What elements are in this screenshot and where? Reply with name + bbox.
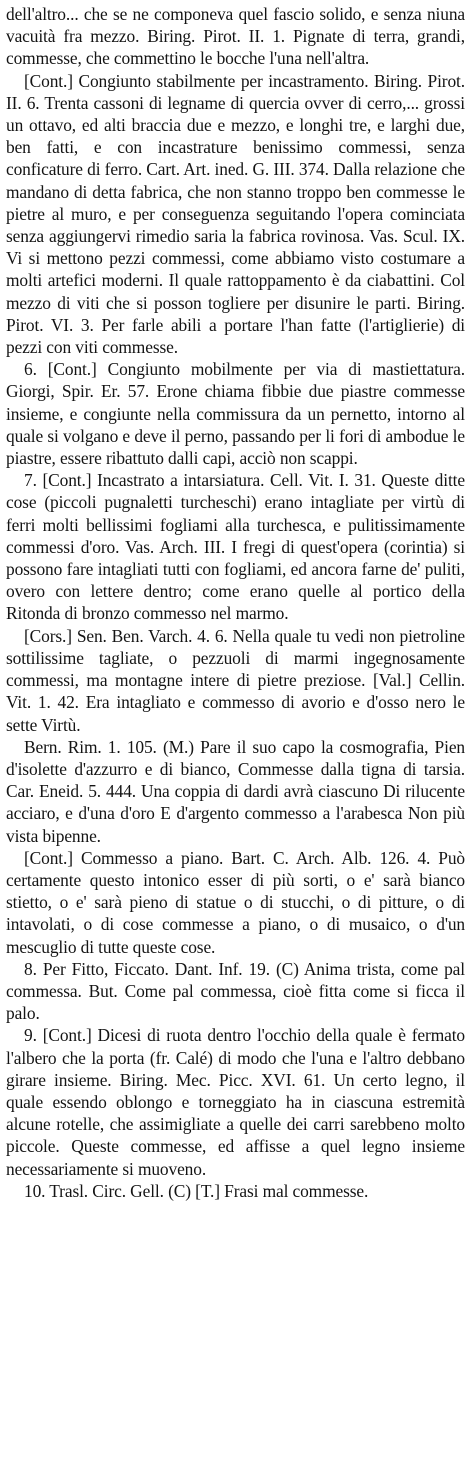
paragraph-commesso-a-piano: [Cont.] Commesso a piano. Bart. C. Arch. Alb. 126. 4. Può certamente questo intonico esser di più sorti, o e' sarà bianco stietto, o e' sarà pieno di statue o di stucchi, o di pitture, o di intavolati, o di cose commesse a piano, o di musaico, o d'un mescuglio di tutte queste cose. xyxy=(6,847,465,957)
paragraph-continuation: dell'altro... che se ne componeva quel fascio solido, e senza niuna vacuità fra mezzo. Biring. Pirot. II. 1. Pignate di terra, grandi, commesse, che commettino le bocche l'una nell'altra. xyxy=(6,4,465,69)
paragraph-cors: [Cors.] Sen. Ben. Varch. 4. 6. Nella quale tu vedi non pietroline sottilissime tagliate, o pezzuoli di marmi ingegnosamente commessi, ma montagne intere di pietre preziose. [Val.] Cellin. Vit. 1. 42. Era intagliato e commesso di avorio e d'osso nero le sette Virtù. xyxy=(6,625,465,735)
paragraph-sense-10: 10. Trasl. Circ. Gell. (C) [T.] Frasi mal commesse. xyxy=(24,1180,369,1201)
paragraph-sense-6: 6. [Cont.] Congiunto mobilmente per via di mastiettatura. Giorgi, Spir. Er. 57. Erone chiama fibbie due piastre commesse insieme, e congiunte nella commissura da un pernetto, intorno al quale si volgano e deve il perno, passando per li fori di ambodue le piastre, essere ribattuto dalli capi, acciò non scappi. xyxy=(6,359,465,469)
paragraph-sense-8: 8. Per Fitto, Ficcato. Dant. Inf. 19. (C) Anima trista, come pal commessa. But. Come pal commessa, cioè fitta come si ficca il palo. xyxy=(6,958,465,1024)
paragraph-sense-9: 9. [Cont.] Dicesi di ruota dentro l'occhio della quale è fermato l'albero che la porta (fr. Calé) di modo che l'una e l'altro debbano girare insieme. Biring. Mec. Picc. XVI. 61. Un certo legno, il quale essendo oblongo e torneggiato ha in ciascuna estremità alcune rotelle, che assimigliate a quelle dei carri sarebbeno molto piccole. Queste commesse, ed affisse a quel legno insieme necessariamente si muoveno. xyxy=(6,1025,465,1179)
paragraph-sense-7: 7. [Cont.] Incastrato a intarsiatura. Cell. Vit. I. 31. Queste ditte cose (piccoli pugnaletti turcheschi) erano intagliate per virtù di ferri molti bellissimi fogliami alla turchesca, e pulitissimamente commessi d'oro. Vas. Arch. III. I fregi di quest'opera (corintia) si possono fare intagliati tutti con fogliami, ed ancora farne de' puliti, overo con lettere dentro; come erano quelle al portico della Ritonda di bronzo commesso nel marmo. xyxy=(6,470,465,624)
paragraph-bern-rim: Bern. Rim. 1. 105. (M.) Pare il suo capo la cosmografia, Pien d'isolette d'azzurro e di bianco, Commesse dalla tigna di tarsia. Car. Eneid. 5. 444. Una coppia di dardi avrà ciascuno Di rilucente acciaro, e d'una d'oro E d'argento commesso a l'arabesca Non più vista bipenne. xyxy=(6,736,465,846)
paragraph-sense-cont-incastramento: [Cont.] Congiunto stabilmente per incastramento. Biring. Pirot. II. 6. Trenta cassoni di legname di quercia ovver di cerro,... grossi un ottavo, ed alti braccia due e mezzo, e longhi tre, e larghi due, ben fatti, e con incastrature benissimo commessi, senza conficature di ferro. Cart. Art. ined. G. III. 374. Dalla relazione che mandano di detta fabrica, che non stanno troppo ben commesse le pietre al muro, e per conseguenza seguitando l'opera cominciata senza aggiungervi rimedio saria la fabrica rovinosa. Vas. Scul. IX. Vi si mettono pezzi commessi, come abbiamo visto costumare a molti artefici moderni. Il quale rattoppamento è da ciabattini. Col mezzo di viti che si posson togliere per disunire le parti. Biring. Pirot. VI. 3. Per farle abili a portare l'han fatte (l'artiglierie) di pezzi con viti commesse. xyxy=(6,70,465,358)
